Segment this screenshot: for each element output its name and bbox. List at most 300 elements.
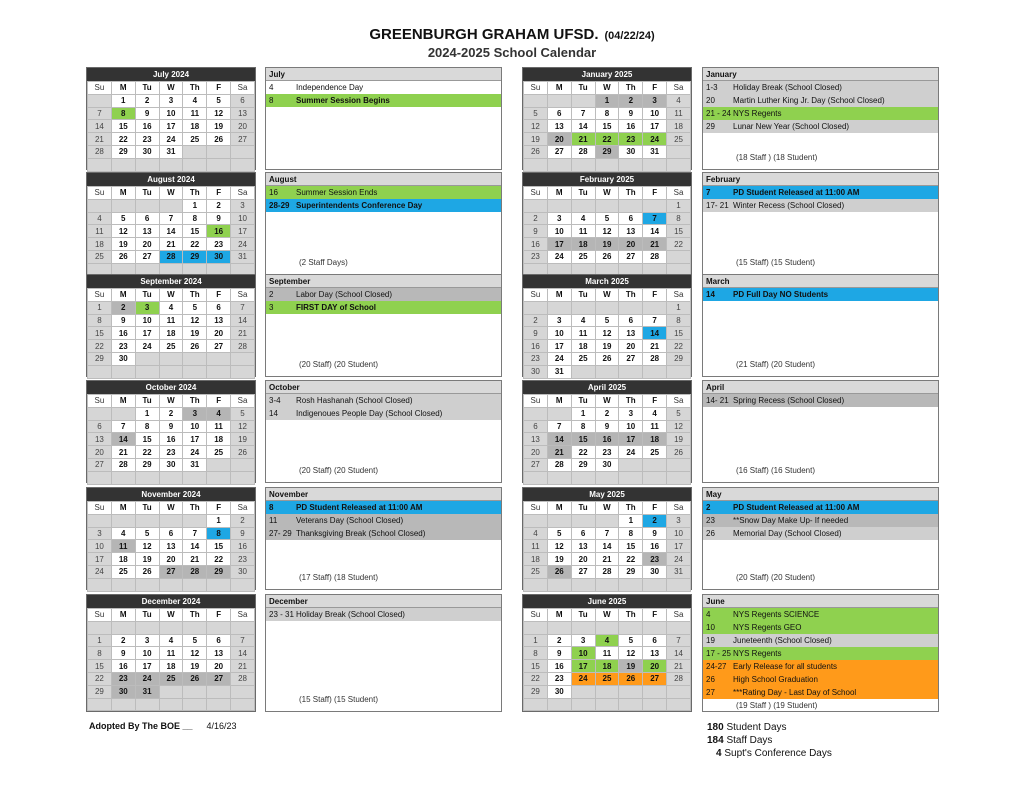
calendar-day: 30: [595, 458, 619, 471]
event-row: [266, 81, 501, 94]
calendar-day: 18: [595, 660, 619, 673]
weekday-header: Th: [183, 82, 207, 95]
calendar-day: 24: [135, 340, 159, 353]
calendar-day: 20: [207, 660, 231, 673]
calendar-day: 4: [111, 527, 135, 540]
calendar-day: 21: [643, 238, 667, 251]
calendar-day: 20: [571, 553, 595, 566]
empty-day-cell: [231, 458, 255, 471]
month-grid: [86, 380, 256, 483]
empty-day-cell: [135, 514, 159, 527]
weekday-header: Su: [524, 395, 548, 408]
staff-student-day-counts: (18 Staff ) (18 Student): [736, 153, 818, 162]
calendar-day: 23: [135, 133, 159, 146]
calendar-day: 21: [183, 553, 207, 566]
calendar-day: 28: [547, 458, 571, 471]
month-title: October 2024: [87, 381, 255, 394]
month-events-panel: [265, 172, 502, 275]
calendar-day: 16: [547, 660, 571, 673]
month-title: April 2025: [523, 381, 691, 394]
calendar-day: 29: [111, 145, 135, 158]
calendar-day: 23: [595, 446, 619, 459]
empty-day-cell: [524, 578, 548, 591]
month-events-panel: [702, 380, 939, 483]
empty-day-cell: [183, 352, 207, 365]
adopted-date: 4/16/23: [206, 721, 237, 731]
event-date: 10: [706, 623, 715, 632]
calendar-day: 3: [88, 527, 112, 540]
calendar-day: 13: [207, 647, 231, 660]
weekday-header: W: [159, 289, 183, 302]
district-name: GREENBURGH GRAHAM UFSD.: [369, 26, 599, 43]
calendar-day: 6: [619, 314, 643, 327]
empty-day-cell: [183, 514, 207, 527]
empty-day-cell: [571, 199, 595, 212]
calendar-day: 18: [667, 120, 691, 133]
calendar-day: 22: [135, 446, 159, 459]
weekday-header: M: [547, 82, 571, 95]
weekday-header: Su: [88, 82, 112, 95]
empty-day-cell: [524, 514, 548, 527]
calendar-day: 30: [643, 565, 667, 578]
calendar-day: 18: [183, 120, 207, 133]
calendar-day: 10: [571, 647, 595, 660]
event-text: Spring Recess (School Closed): [733, 396, 845, 405]
calendar-day: 2: [135, 94, 159, 107]
empty-day-cell: [207, 145, 231, 158]
weekday-header: Su: [88, 395, 112, 408]
empty-day-cell: [231, 145, 255, 158]
empty-day-cell: [571, 471, 595, 484]
event-text: Holiday Break (School Closed): [733, 83, 842, 92]
calendar-day: 1: [571, 407, 595, 420]
event-row: [703, 107, 938, 120]
calendar-day: 10: [135, 647, 159, 660]
calendar-day: 1: [183, 199, 207, 212]
event-text: PD Student Released at 11:00 AM: [733, 188, 860, 197]
event-text: Rosh Hashanah (School Closed): [296, 396, 413, 405]
weekday-header: F: [207, 187, 231, 200]
events-month-title: November: [266, 488, 501, 501]
empty-day-cell: [183, 145, 207, 158]
month-events-panel: [265, 67, 502, 170]
calendar-day: 19: [667, 433, 691, 446]
calendar-day: 7: [183, 527, 207, 540]
calendar-day: 3: [231, 199, 255, 212]
calendar-day: 23: [231, 553, 255, 566]
empty-day-cell: [231, 685, 255, 698]
weekday-header: Sa: [667, 82, 691, 95]
calendar-day: 22: [183, 238, 207, 251]
calendar-day: 18: [111, 553, 135, 566]
empty-day-cell: [643, 301, 667, 314]
month-grid: [86, 67, 256, 170]
event-row: [266, 94, 501, 107]
calendar-day: 25: [159, 672, 183, 685]
empty-day-cell: [88, 514, 112, 527]
calendar-day: 25: [643, 446, 667, 459]
calendar-day: 28: [159, 250, 183, 263]
calendar-day: 4: [207, 407, 231, 420]
empty-day-cell: [595, 365, 619, 378]
event-row: [266, 407, 501, 420]
empty-day-cell: [88, 94, 112, 107]
calendar-day: 11: [667, 107, 691, 120]
calendar-day: 21: [667, 660, 691, 673]
empty-day-cell: [135, 352, 159, 365]
empty-day-cell: [643, 365, 667, 378]
calendar-day: 3: [619, 407, 643, 420]
event-text: Independence Day: [296, 83, 364, 92]
weekday-header: Su: [524, 609, 548, 622]
event-row: [703, 647, 938, 660]
adopted-label: Adopted By The BOE __: [89, 721, 193, 731]
calendar-day: 1: [667, 301, 691, 314]
weekday-header: Th: [619, 289, 643, 302]
calendar-day: 20: [643, 660, 667, 673]
month-grid: [522, 274, 692, 377]
calendar-day: 19: [547, 553, 571, 566]
calendar-day: 12: [524, 120, 548, 133]
weekday-header: Th: [619, 395, 643, 408]
calendar-day: 4: [183, 94, 207, 107]
calendar-day: 5: [207, 94, 231, 107]
event-row: [703, 120, 938, 133]
calendar-day: 2: [207, 199, 231, 212]
event-row: [703, 501, 938, 514]
event-text: Early Release for all students: [733, 662, 838, 671]
calendar-day: 31: [643, 145, 667, 158]
weekday-header: Tu: [571, 609, 595, 622]
calendar-day: 23: [524, 250, 548, 263]
calendar-day: 9: [619, 107, 643, 120]
calendar-day: 16: [524, 340, 548, 353]
calendar-day: 21: [547, 446, 571, 459]
calendar-day: 1: [619, 514, 643, 527]
empty-day-cell: [571, 365, 595, 378]
calendar-day: 26: [595, 250, 619, 263]
calendar-day: 27: [231, 133, 255, 146]
event-text: PD Student Released at 11:00 AM: [733, 503, 860, 512]
weekday-header: W: [595, 395, 619, 408]
event-date: 16: [269, 188, 278, 197]
calendar-day: 14: [88, 120, 112, 133]
event-row: [703, 673, 938, 686]
total-label: Staff Days: [726, 735, 773, 746]
empty-day-cell: [111, 365, 135, 378]
calendar-day: 18: [571, 238, 595, 251]
calendar-day: 10: [547, 327, 571, 340]
empty-day-cell: [111, 514, 135, 527]
event-row: [266, 527, 501, 540]
empty-day-cell: [159, 514, 183, 527]
calendar-day: 2: [231, 514, 255, 527]
calendar-day: 14: [643, 327, 667, 340]
weekday-header: Tu: [571, 395, 595, 408]
calendar-day: 31: [231, 250, 255, 263]
event-date: 2: [706, 503, 711, 512]
weekday-header: F: [207, 82, 231, 95]
calendar-day: 3: [183, 407, 207, 420]
empty-day-cell: [619, 578, 643, 591]
calendar-day: 2: [111, 301, 135, 314]
calendar-day: 10: [183, 420, 207, 433]
calendar-day: 18: [207, 433, 231, 446]
event-text: Martin Luther King Jr. Day (School Closed): [733, 96, 885, 105]
empty-day-cell: [524, 407, 548, 420]
calendar-day: 25: [667, 133, 691, 146]
empty-day-cell: [619, 199, 643, 212]
event-row: [703, 394, 938, 407]
calendar-day: 20: [159, 553, 183, 566]
calendar-day: 18: [159, 660, 183, 673]
staff-student-day-counts: (20 Staff) (20 Student): [736, 573, 816, 582]
calendar-day: 17: [547, 238, 571, 251]
event-date: 23: [706, 516, 715, 525]
calendar-day: 23: [207, 238, 231, 251]
event-row: [703, 199, 938, 212]
event-date: 8: [269, 503, 274, 512]
calendar-day: 24: [183, 446, 207, 459]
events-month-title: April: [703, 381, 938, 394]
weekday-header: F: [643, 289, 667, 302]
event-date: 19: [706, 636, 715, 645]
empty-day-cell: [111, 621, 135, 634]
calendar-day: 8: [111, 107, 135, 120]
calendar-day: 16: [524, 238, 548, 251]
month-title: May 2025: [523, 488, 691, 501]
empty-day-cell: [183, 158, 207, 171]
empty-day-cell: [207, 158, 231, 171]
event-text: Holiday Break (School Closed): [296, 610, 405, 619]
calendar-day: 5: [595, 212, 619, 225]
calendar-day: 1: [207, 514, 231, 527]
calendar-day: 5: [111, 212, 135, 225]
event-text: Summer Session Begins: [296, 96, 390, 105]
calendar-day: 5: [183, 634, 207, 647]
event-date: 14: [269, 409, 278, 418]
calendar-day: 12: [619, 647, 643, 660]
calendar-day: 9: [595, 420, 619, 433]
calendar-day: 7: [667, 634, 691, 647]
events-month-title: June: [703, 595, 938, 608]
total-number: 180: [707, 722, 724, 733]
empty-day-cell: [207, 698, 231, 711]
calendar-day: 27: [88, 458, 112, 471]
calendar-day: 14: [571, 120, 595, 133]
calendar-day: 24: [667, 553, 691, 566]
calendar-day: 4: [571, 212, 595, 225]
weekday-header: Th: [183, 502, 207, 515]
calendar-day: 10: [135, 314, 159, 327]
month-grid: [86, 274, 256, 377]
event-date: 27- 29: [269, 529, 292, 538]
weekday-header: F: [643, 502, 667, 515]
calendar-day: 27: [643, 672, 667, 685]
calendar-day: 3: [547, 212, 571, 225]
calendar-day: 26: [207, 133, 231, 146]
empty-day-cell: [524, 199, 548, 212]
month-grid: [522, 67, 692, 170]
event-row: [266, 394, 501, 407]
calendar-day: 19: [595, 340, 619, 353]
calendar-day: 6: [524, 420, 548, 433]
calendar-day: 17: [183, 433, 207, 446]
calendar-day: 24: [159, 133, 183, 146]
calendar-day: 14: [183, 540, 207, 553]
calendar-day: 7: [643, 212, 667, 225]
calendar-day: 21: [231, 327, 255, 340]
total-number: 184: [707, 735, 724, 746]
empty-day-cell: [231, 352, 255, 365]
calendar-day: 13: [135, 225, 159, 238]
calendar-day: 9: [524, 327, 548, 340]
calendar-day: 14: [231, 647, 255, 660]
calendar-day: 30: [207, 250, 231, 263]
empty-day-cell: [571, 578, 595, 591]
empty-day-cell: [183, 698, 207, 711]
calendar-day: 6: [135, 212, 159, 225]
empty-day-cell: [524, 94, 548, 107]
empty-day-cell: [207, 621, 231, 634]
calendar-day: 28: [667, 672, 691, 685]
weekday-header: M: [111, 187, 135, 200]
calendar-day: 12: [183, 647, 207, 660]
calendar-day: 7: [595, 527, 619, 540]
month-grid: [522, 172, 692, 275]
empty-day-cell: [667, 698, 691, 711]
calendar-day: 6: [571, 527, 595, 540]
weekday-header: W: [159, 609, 183, 622]
calendar-day: 30: [231, 565, 255, 578]
calendar-day: 25: [524, 565, 548, 578]
calendar-day: 9: [643, 527, 667, 540]
event-row: [703, 186, 938, 199]
calendar-day: 11: [183, 107, 207, 120]
empty-day-cell: [667, 145, 691, 158]
empty-day-cell: [88, 407, 112, 420]
staff-student-day-counts: (2 Staff Days): [299, 258, 348, 267]
calendar-day: 7: [231, 301, 255, 314]
empty-day-cell: [547, 471, 571, 484]
event-row: [266, 301, 501, 314]
weekday-header: Th: [619, 609, 643, 622]
empty-day-cell: [524, 698, 548, 711]
empty-day-cell: [111, 407, 135, 420]
empty-day-cell: [207, 458, 231, 471]
empty-day-cell: [619, 158, 643, 171]
weekday-header: Sa: [667, 502, 691, 515]
weekday-header: Sa: [667, 289, 691, 302]
month-grid: [86, 594, 256, 712]
calendar-day: 8: [619, 527, 643, 540]
weekday-header: W: [595, 502, 619, 515]
weekday-header: M: [547, 609, 571, 622]
month-grid: [86, 487, 256, 590]
calendar-day: 27: [619, 250, 643, 263]
empty-day-cell: [571, 621, 595, 634]
calendar-day: 7: [88, 107, 112, 120]
event-text: Veterans Day (School Closed): [296, 516, 404, 525]
calendar-day: 20: [619, 238, 643, 251]
weekday-header: F: [207, 289, 231, 302]
calendar-day: 2: [619, 94, 643, 107]
calendar-day: 17: [135, 660, 159, 673]
calendar-day: 16: [159, 433, 183, 446]
empty-day-cell: [667, 685, 691, 698]
calendar-day: 6: [231, 94, 255, 107]
calendar-day: 22: [111, 133, 135, 146]
calendar-day: 9: [207, 212, 231, 225]
calendar-day: 30: [111, 685, 135, 698]
calendar-day: 15: [571, 433, 595, 446]
calendar-day: 2: [595, 407, 619, 420]
calendar-day: 4: [571, 314, 595, 327]
calendar-day: 24: [231, 238, 255, 251]
calendar-day: 13: [159, 540, 183, 553]
calendar-day: 23: [643, 553, 667, 566]
calendar-day: 30: [135, 145, 159, 158]
calendar-day: 14: [111, 433, 135, 446]
empty-day-cell: [88, 621, 112, 634]
calendar-day: 24: [643, 133, 667, 146]
empty-day-cell: [643, 199, 667, 212]
calendar-day: 4: [595, 634, 619, 647]
empty-day-cell: [183, 365, 207, 378]
empty-day-cell: [667, 578, 691, 591]
calendar-day: 22: [571, 446, 595, 459]
calendar-day: 19: [619, 660, 643, 673]
calendar-day: 3: [643, 94, 667, 107]
empty-day-cell: [88, 365, 112, 378]
event-row: [703, 686, 938, 699]
calendar-day: 14: [595, 540, 619, 553]
empty-day-cell: [524, 301, 548, 314]
empty-day-cell: [571, 685, 595, 698]
calendar-day: 26: [619, 672, 643, 685]
calendar-day: 30: [159, 458, 183, 471]
calendar-day: 23: [111, 340, 135, 353]
calendar-day: 13: [619, 225, 643, 238]
revision-date: (04/22/24): [604, 30, 655, 42]
calendar-day: 1: [667, 199, 691, 212]
calendar-day: 29: [667, 352, 691, 365]
empty-day-cell: [159, 365, 183, 378]
calendar-day: 19: [207, 120, 231, 133]
weekday-header: Sa: [231, 395, 255, 408]
month-events-panel: [702, 594, 939, 712]
calendar-day: 14: [231, 314, 255, 327]
calendar-day: 7: [547, 420, 571, 433]
empty-day-cell: [111, 471, 135, 484]
empty-day-cell: [111, 199, 135, 212]
calendar-day: 12: [595, 327, 619, 340]
event-row: [266, 186, 501, 199]
calendar-day: 22: [88, 672, 112, 685]
weekday-header: M: [111, 289, 135, 302]
calendar-day: 22: [619, 553, 643, 566]
event-row: [703, 621, 938, 634]
calendar-day: 17: [667, 540, 691, 553]
calendar-day: 16: [207, 225, 231, 238]
empty-day-cell: [547, 621, 571, 634]
empty-day-cell: [595, 514, 619, 527]
empty-day-cell: [667, 365, 691, 378]
calendar-day: 22: [595, 133, 619, 146]
calendar-day: 13: [643, 647, 667, 660]
event-row: [703, 81, 938, 94]
calendar-day: 2: [547, 634, 571, 647]
